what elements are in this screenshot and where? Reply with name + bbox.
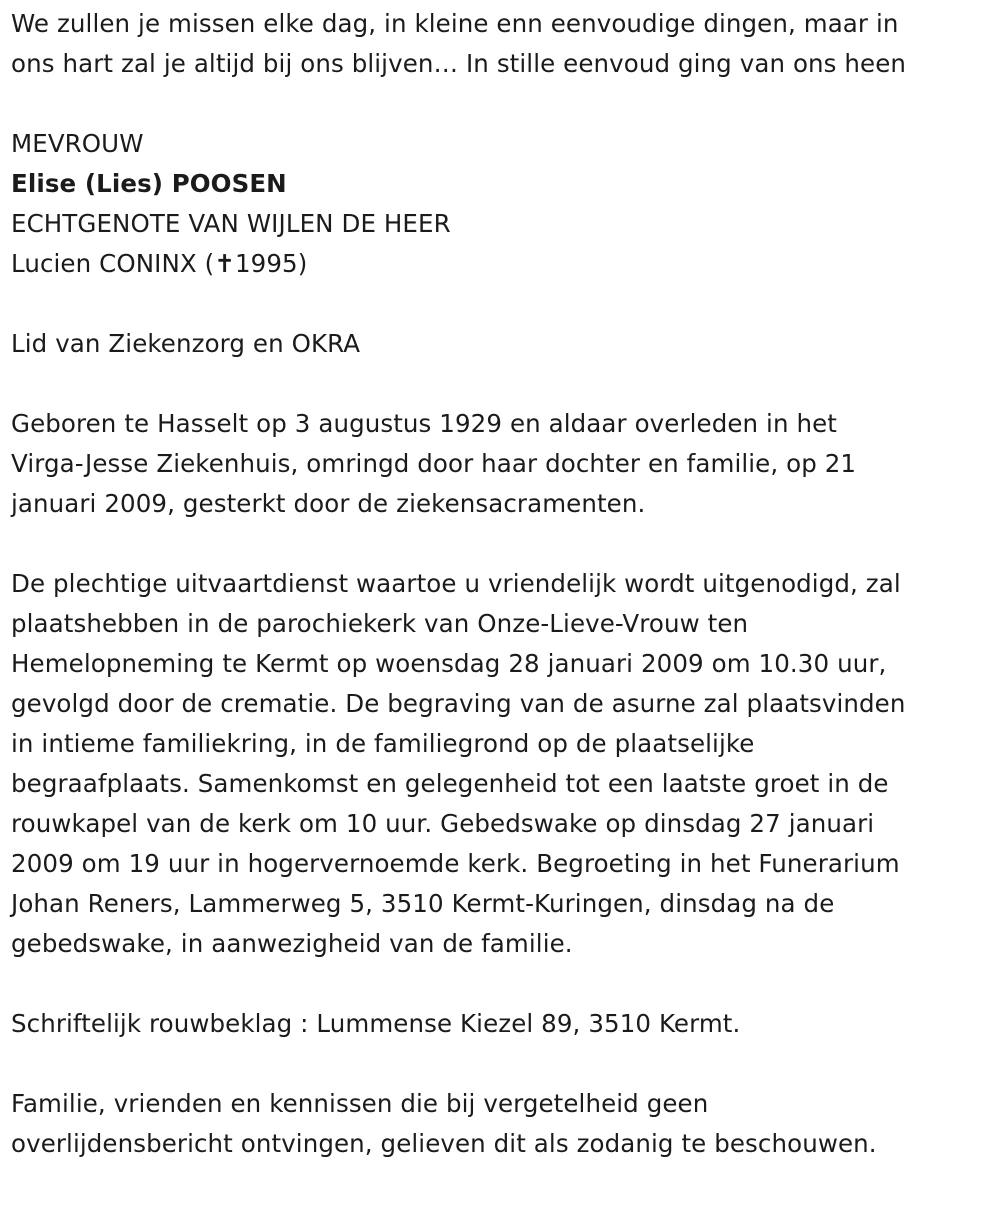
funeral-line: 2009 om 19 uur in hogervernoemde kerk. Begroeting in het Funerarium [11,849,900,878]
funeral-line: gebedswake, in aanwezigheid van de familie. [11,929,573,958]
birth-death-line: januari 2009, gesterkt door de ziekensacramenten. [11,489,646,518]
spacer [11,284,986,324]
honorific-title: MEVROUW [11,129,144,158]
funeral-paragraph [11,564,986,964]
funeral-line: Hemelopneming te Kermt op woensdag 28 januari 2009 om 10.30 uur, [11,649,887,678]
closing-line: overlijdensbericht ontvingen, gelieven dit als zodanig te beschouwen. [11,1129,877,1158]
birth-death-line: Virga-Jesse Ziekenhuis, omringd door haar dochter en familie, op 21 [11,449,857,478]
funeral-line: begraafplaats. Samenkomst en gelegenheid tot een laatste groet in de [11,769,889,798]
closing-line: Familie, vrienden en kennissen die bij vergetelheid geen [11,1089,709,1118]
funeral-line: plaatshebben in de parochiekerk van Onze-Lieve-Vrouw ten [11,609,749,638]
deceased-name: Elise (Lies) POOSEN [11,169,287,198]
birth-death-line: Geboren te Hasselt op 3 augustus 1929 en aldaar overleden in het [11,409,837,438]
spacer [11,964,986,1004]
closing-paragraph [11,1084,986,1164]
relation-line: ECHTGENOTE VAN WIJLEN DE HEER [11,209,451,238]
obituary-document [11,4,986,1164]
funeral-line: gevolgd door de crematie. De begraving van de asurne zal plaatsvinden [11,689,906,718]
spacer [11,524,986,564]
funeral-line: Johan Reners, Lammerweg 5, 3510 Kermt-Kuringen, dinsdag na de [11,889,835,918]
intro-paragraph [11,4,986,84]
intro-line: We zullen je missen elke dag, in kleine enn eenvoudige dingen, maar in [11,9,899,38]
membership-line: Lid van Ziekenzorg en OKRA [11,329,361,358]
birth-death-paragraph [11,404,986,524]
deceased-block [11,124,986,284]
funeral-line: De plechtige uitvaartdienst waartoe u vriendelijk wordt uitgenodigd, zal [11,569,901,598]
spacer [11,1044,986,1084]
spouse-name: Lucien CONINX (✝1995) [11,249,308,278]
intro-line: ons hart zal je altijd bij ons blijven… In stille eenvoud ging van ons heen [11,49,907,78]
funeral-line: rouwkapel van de kerk om 10 uur. Gebedswake op dinsdag 27 januari [11,809,875,838]
spacer [11,364,986,404]
spacer [11,84,986,124]
funeral-line: in intieme familiekring, in de familiegrond op de plaatselijke [11,729,755,758]
condolence-address: Schriftelijk rouwbeklag : Lummense Kiezel 89, 3510 Kermt. [11,1009,741,1038]
